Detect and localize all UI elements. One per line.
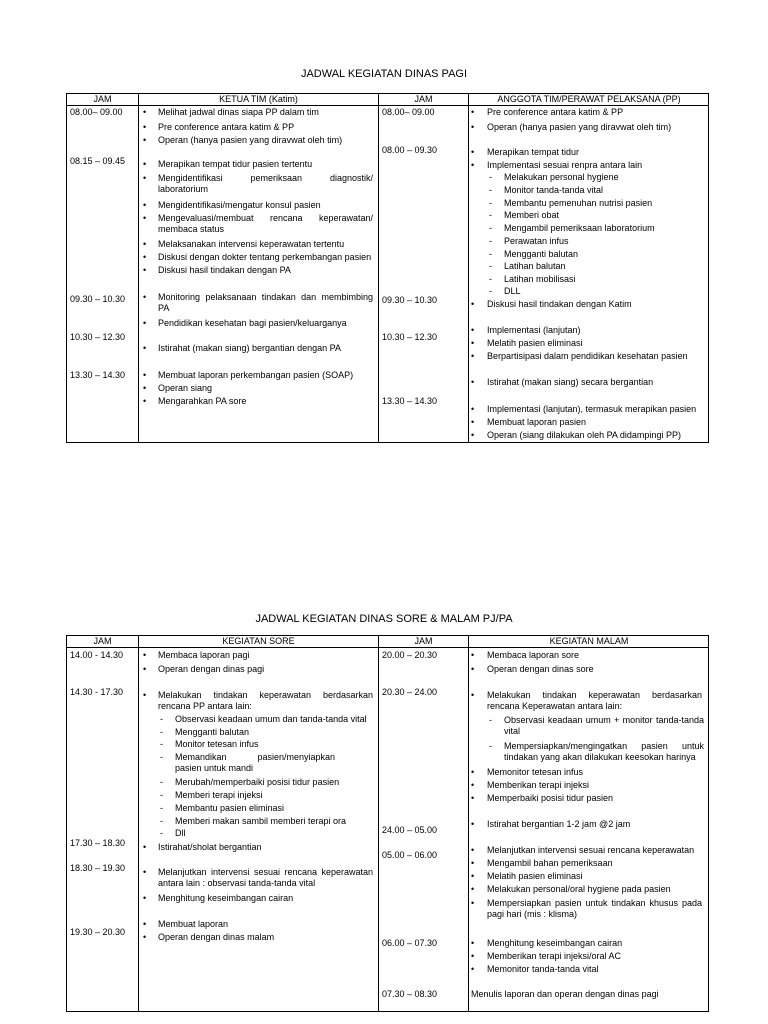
list-item: Menghitung keseimbangan cairan <box>158 893 294 903</box>
list-item: Memberikan terapi injeksi/oral AC <box>487 951 622 961</box>
time-slot: 20.00 – 20.30 <box>382 650 438 660</box>
header-kegiatan-sore: KEGIATAN SORE <box>222 636 295 646</box>
header-jam: JAM <box>414 94 433 104</box>
bullet: • <box>471 780 475 790</box>
bullet: • <box>143 690 147 700</box>
list-item: Pendidikan kesehatan bagi pasien/keluarganya <box>158 318 347 328</box>
list-item: Istirahat/sholat bergantian <box>158 842 262 852</box>
list-item: Pre conference antara katim & PP <box>158 122 295 132</box>
list-item: Melihat jadwal dinas siapa PP dalam tim <box>158 107 319 117</box>
list-item: Operan dengan dinas sore <box>487 664 594 674</box>
time-slot: 05.00 – 06.00 <box>382 850 438 860</box>
bullet: • <box>471 338 475 348</box>
list-item: Melanjutkan intervensi sesuai rencana keperawatan antara lain : observasi tanda-tanda vital <box>158 867 373 888</box>
list-item: Melakukan personal/oral hygiene pada pasien <box>487 884 671 894</box>
bullet: • <box>143 842 147 852</box>
time-slot: 19.30 – 20.30 <box>70 927 126 937</box>
bullet: • <box>143 664 147 674</box>
bullet: • <box>143 893 147 903</box>
time-slot: 06.00 – 07.30 <box>382 938 438 948</box>
dash: - <box>160 727 163 737</box>
header-ketua-tim: KETUA TIM (Katim) <box>219 94 298 104</box>
list-item: Implementasi (lanjutan) <box>487 325 581 335</box>
list-item: Operan dengan dinas malam <box>158 932 275 942</box>
dash: - <box>160 816 163 826</box>
dash: - <box>160 790 163 800</box>
list-item: Operan (siang dilakukan oleh PA didampingi PP) <box>487 430 681 440</box>
sub-item: Perawatan infus <box>504 236 569 246</box>
list-item: Membaca laporan sore <box>487 650 580 660</box>
sub-item: Mengambil pemeriksaan laboratorium <box>504 223 655 233</box>
bullet: • <box>471 664 475 674</box>
time-slot: 24.00 – 05.00 <box>382 825 438 835</box>
dash: - <box>489 261 492 271</box>
bullet: • <box>471 325 475 335</box>
dash: - <box>489 185 492 195</box>
time-slot: 07.30 – 08.30 <box>382 989 438 999</box>
list-item: Mengevaluasi/membuat rencana keperawatan/ membaca status <box>158 213 373 234</box>
bullet: • <box>471 767 475 777</box>
sub-item: Merubah/memperbaiki posisi tidur pasien <box>175 777 340 787</box>
table-dinas-sore-malam <box>66 635 709 1012</box>
bullet: • <box>143 383 147 393</box>
bullet: • <box>143 370 147 380</box>
bullet: • <box>471 160 475 170</box>
sub-item: DLL <box>504 286 521 296</box>
time-slot: 13.30 – 14.30 <box>70 370 126 380</box>
list-item: Diskusi dengan dokter tentang perkembangan pasien <box>158 252 372 262</box>
bullet: • <box>471 404 475 414</box>
dash: - <box>489 223 492 233</box>
list-item: Merapikan tempat tidur pasien tertentu <box>158 159 313 169</box>
list-item: Operan (hanya pasien yang diravwat oleh tim) <box>158 135 343 145</box>
sub-item: Dll <box>175 828 186 838</box>
bullet: • <box>143 173 147 183</box>
bullet: • <box>471 884 475 894</box>
list-item: Mengarahkan PA sore <box>158 396 247 406</box>
list-item: Memonitor tanda-tanda vital <box>487 964 599 974</box>
dash: - <box>160 739 163 749</box>
sub-item: Latihan mobilisasi <box>504 274 576 284</box>
dash: - <box>489 741 492 751</box>
time-slot: 13.30 – 14.30 <box>382 396 438 406</box>
list-item: Melatih pasien eliminasi <box>487 871 583 881</box>
dash: - <box>489 210 492 220</box>
list-item: Memonitor tetesan infus <box>487 767 584 777</box>
dash: - <box>489 236 492 246</box>
bullet: • <box>471 377 475 387</box>
time-slot: 09.30 – 10.30 <box>382 295 438 305</box>
bullet: • <box>143 265 147 275</box>
header-jam: JAM <box>93 94 112 104</box>
bullet: • <box>143 107 147 117</box>
dash: - <box>489 274 492 284</box>
dash: - <box>160 803 163 813</box>
sub-item: Melakukan personal hygiene <box>504 172 619 182</box>
time-slot: 14.30 - 17.30 <box>70 687 124 697</box>
dash: - <box>489 198 492 208</box>
time-slot: 20.30 – 24.00 <box>382 687 438 697</box>
sub-item: Memberi obat <box>504 210 560 220</box>
list-item: Monitoring pelaksanaan tindakan dan membimbing PA <box>158 292 373 313</box>
sub-item: Observasi keadaan umum dan tanda-tanda vital <box>175 714 367 724</box>
bullet: • <box>471 107 475 117</box>
bullet: • <box>471 951 475 961</box>
list-item: Diskusi hasil tindakan dengan Katim <box>487 299 632 309</box>
bullet: • <box>471 299 475 309</box>
header-kegiatan-malam: KEGIATAN MALAM <box>549 636 629 646</box>
time-slot: 17.30 – 18.30 <box>70 838 126 848</box>
time-slot: 08.00– 09.00 <box>70 107 123 117</box>
list-item: Membuat laporan <box>158 919 229 929</box>
list-item: Melaksanakan intervensi keperawatan tertentu <box>158 239 345 249</box>
time-slot: 18.30 – 19.30 <box>70 863 126 873</box>
closing-note: Menulis laporan dan operan dengan dinas pagi <box>471 989 659 999</box>
bullet: • <box>471 417 475 427</box>
list-item: Membuat laporan perkembangan pasien (SOAP) <box>158 370 354 380</box>
title-dinas-pagi: JADWAL KEGIATAN DINAS PAGI <box>300 68 468 80</box>
bullet: • <box>471 793 475 803</box>
bullet: • <box>143 122 147 132</box>
bullet: • <box>471 690 475 700</box>
list-item: Menghitung keseimbangan cairan <box>487 938 623 948</box>
header-jam: JAM <box>414 636 433 646</box>
dash: - <box>160 828 163 838</box>
bullet: • <box>143 867 147 877</box>
sub-item: Monitor tanda-tanda vital <box>504 185 604 195</box>
bullet: • <box>471 819 475 829</box>
time-slot: 14.00 - 14.30 <box>70 650 124 660</box>
sub-item: Monitor tetesan infus <box>175 739 259 749</box>
list-item: Mengambil bahan pemeriksaan <box>487 858 613 868</box>
list-item: Melatih pasien eliminasi <box>487 338 583 348</box>
bullet: • <box>471 430 475 440</box>
bullet: • <box>143 919 147 929</box>
bullet: • <box>471 938 475 948</box>
list-item: Operan dengan dinas pagi <box>158 664 265 674</box>
bullet: • <box>143 343 147 353</box>
list-item: Istirahat bergantian 1-2 jam @2 jam <box>487 819 631 829</box>
sub-item: Membantu pemenuhan nutrisi pasien <box>504 198 653 208</box>
list-item: Melakukan tindakan keperawatan berdasarkan rencana PP antara lain: <box>158 690 373 711</box>
list-item: Membuat laporan pasien <box>487 417 587 427</box>
list-item: Mempersiapkan pasien untuk tindakan khusus pada pagi hari (mis : klisma) <box>487 898 702 919</box>
dash: - <box>160 752 163 762</box>
time-slot: 10.30 – 12.30 <box>70 332 126 342</box>
time-slot: 08.00 – 09.30 <box>382 145 438 155</box>
bullet: • <box>143 292 147 302</box>
bullet: • <box>143 239 147 249</box>
bullet: • <box>471 898 475 908</box>
sub-item: Mengganti balutan <box>504 249 579 259</box>
list-item: Mengidentifikasi pemeriksaan diagnostik/ laboratorium <box>158 173 373 194</box>
bullet: • <box>143 159 147 169</box>
bullet: • <box>143 396 147 406</box>
bullet: • <box>471 147 475 157</box>
list-item: Implementasi (lanjutan), termasuk merapikan pasien <box>487 404 697 414</box>
bullet: • <box>471 858 475 868</box>
list-item: Implementasi sesuai renpra antara lain <box>487 160 643 170</box>
sub-item: Mengganti balutan <box>175 727 250 737</box>
list-item: Istirahat (makan siang) bergantian dengan PA <box>158 343 341 353</box>
bullet: • <box>143 318 147 328</box>
bullet: • <box>471 122 475 132</box>
title-dinas-sore-malam: JADWAL KEGIATAN DINAS SORE & MALAM PJ/PA <box>255 613 513 625</box>
list-item: Diskusi hasil tindakan dengan PA <box>158 265 291 275</box>
bullet: • <box>143 200 147 210</box>
dash: - <box>489 249 492 259</box>
header-jam: JAM <box>93 636 112 646</box>
header-anggota-tim: ANGGOTA TIM/PERAWAT PELAKSANA (PP) <box>497 94 681 104</box>
list-item: Pre conference antara katim & PP <box>487 107 624 117</box>
list-item: Membaca laporan pagi <box>158 650 250 660</box>
bullet: • <box>471 650 475 660</box>
time-slot: 10.30 – 12.30 <box>382 332 438 342</box>
list-item: Mengidentifikasi/mengatur konsul pasien <box>158 200 321 210</box>
time-slot: 09.30 – 10.30 <box>70 294 126 304</box>
dash: - <box>489 172 492 182</box>
sub-item: Latihan balutan <box>504 261 566 271</box>
bullet: • <box>143 213 147 223</box>
list-item: Istirahat (makan siang) secara bergantian <box>487 377 654 387</box>
dash: - <box>489 286 492 296</box>
list-item: Berpartisipasi dalam pendidikan kesehatan pasien <box>487 351 688 361</box>
list-item: Melanjutkan intervensi sesuai rencana keperawatan <box>487 845 695 855</box>
bullet: • <box>143 252 147 262</box>
dash: - <box>160 777 163 787</box>
bullet: • <box>143 650 147 660</box>
sub-item: Observasi keadaan umum + monitor tanda-tanda vital <box>504 715 704 736</box>
sub-item: Membantu pasien eliminasi <box>175 803 285 813</box>
bullet: • <box>471 845 475 855</box>
bullet: • <box>471 964 475 974</box>
time-slot: 08.00– 09.00 <box>382 107 435 117</box>
list-item: Memberikan terapi injeksi <box>487 780 590 790</box>
sub-item: Mempersiapkan/mengingatkan pasien untuk tindakan yang akan dilakukan keesokan harinya <box>504 741 704 762</box>
dash: - <box>489 715 492 725</box>
sub-item: Memberi terapi injeksi <box>175 790 263 800</box>
list-item: Memperbaiki posisi tidur pasien <box>487 793 614 803</box>
bullet: • <box>471 351 475 361</box>
list-item: Melakukan tindakan keperawatan berdasarkan rencana Keperawatan antara lain: <box>487 690 702 711</box>
bullet: • <box>143 135 147 145</box>
list-item: Operan siang <box>158 383 213 393</box>
table-dinas-pagi <box>66 93 709 443</box>
list-item: Merapikan tempat tidur <box>487 147 580 157</box>
sub-item: Memandikan pasien/menyiapkan pasien untuk mandi <box>175 752 335 773</box>
list-item: Operan (hanya pasien yang diravwat oleh tim) <box>487 122 672 132</box>
bullet: • <box>143 932 147 942</box>
sub-item: Memberi makan sambil memberi terapi ora <box>175 816 347 826</box>
bullet: • <box>471 871 475 881</box>
dash: - <box>160 714 163 724</box>
time-slot: 08.15 – 09.45 <box>70 156 126 166</box>
